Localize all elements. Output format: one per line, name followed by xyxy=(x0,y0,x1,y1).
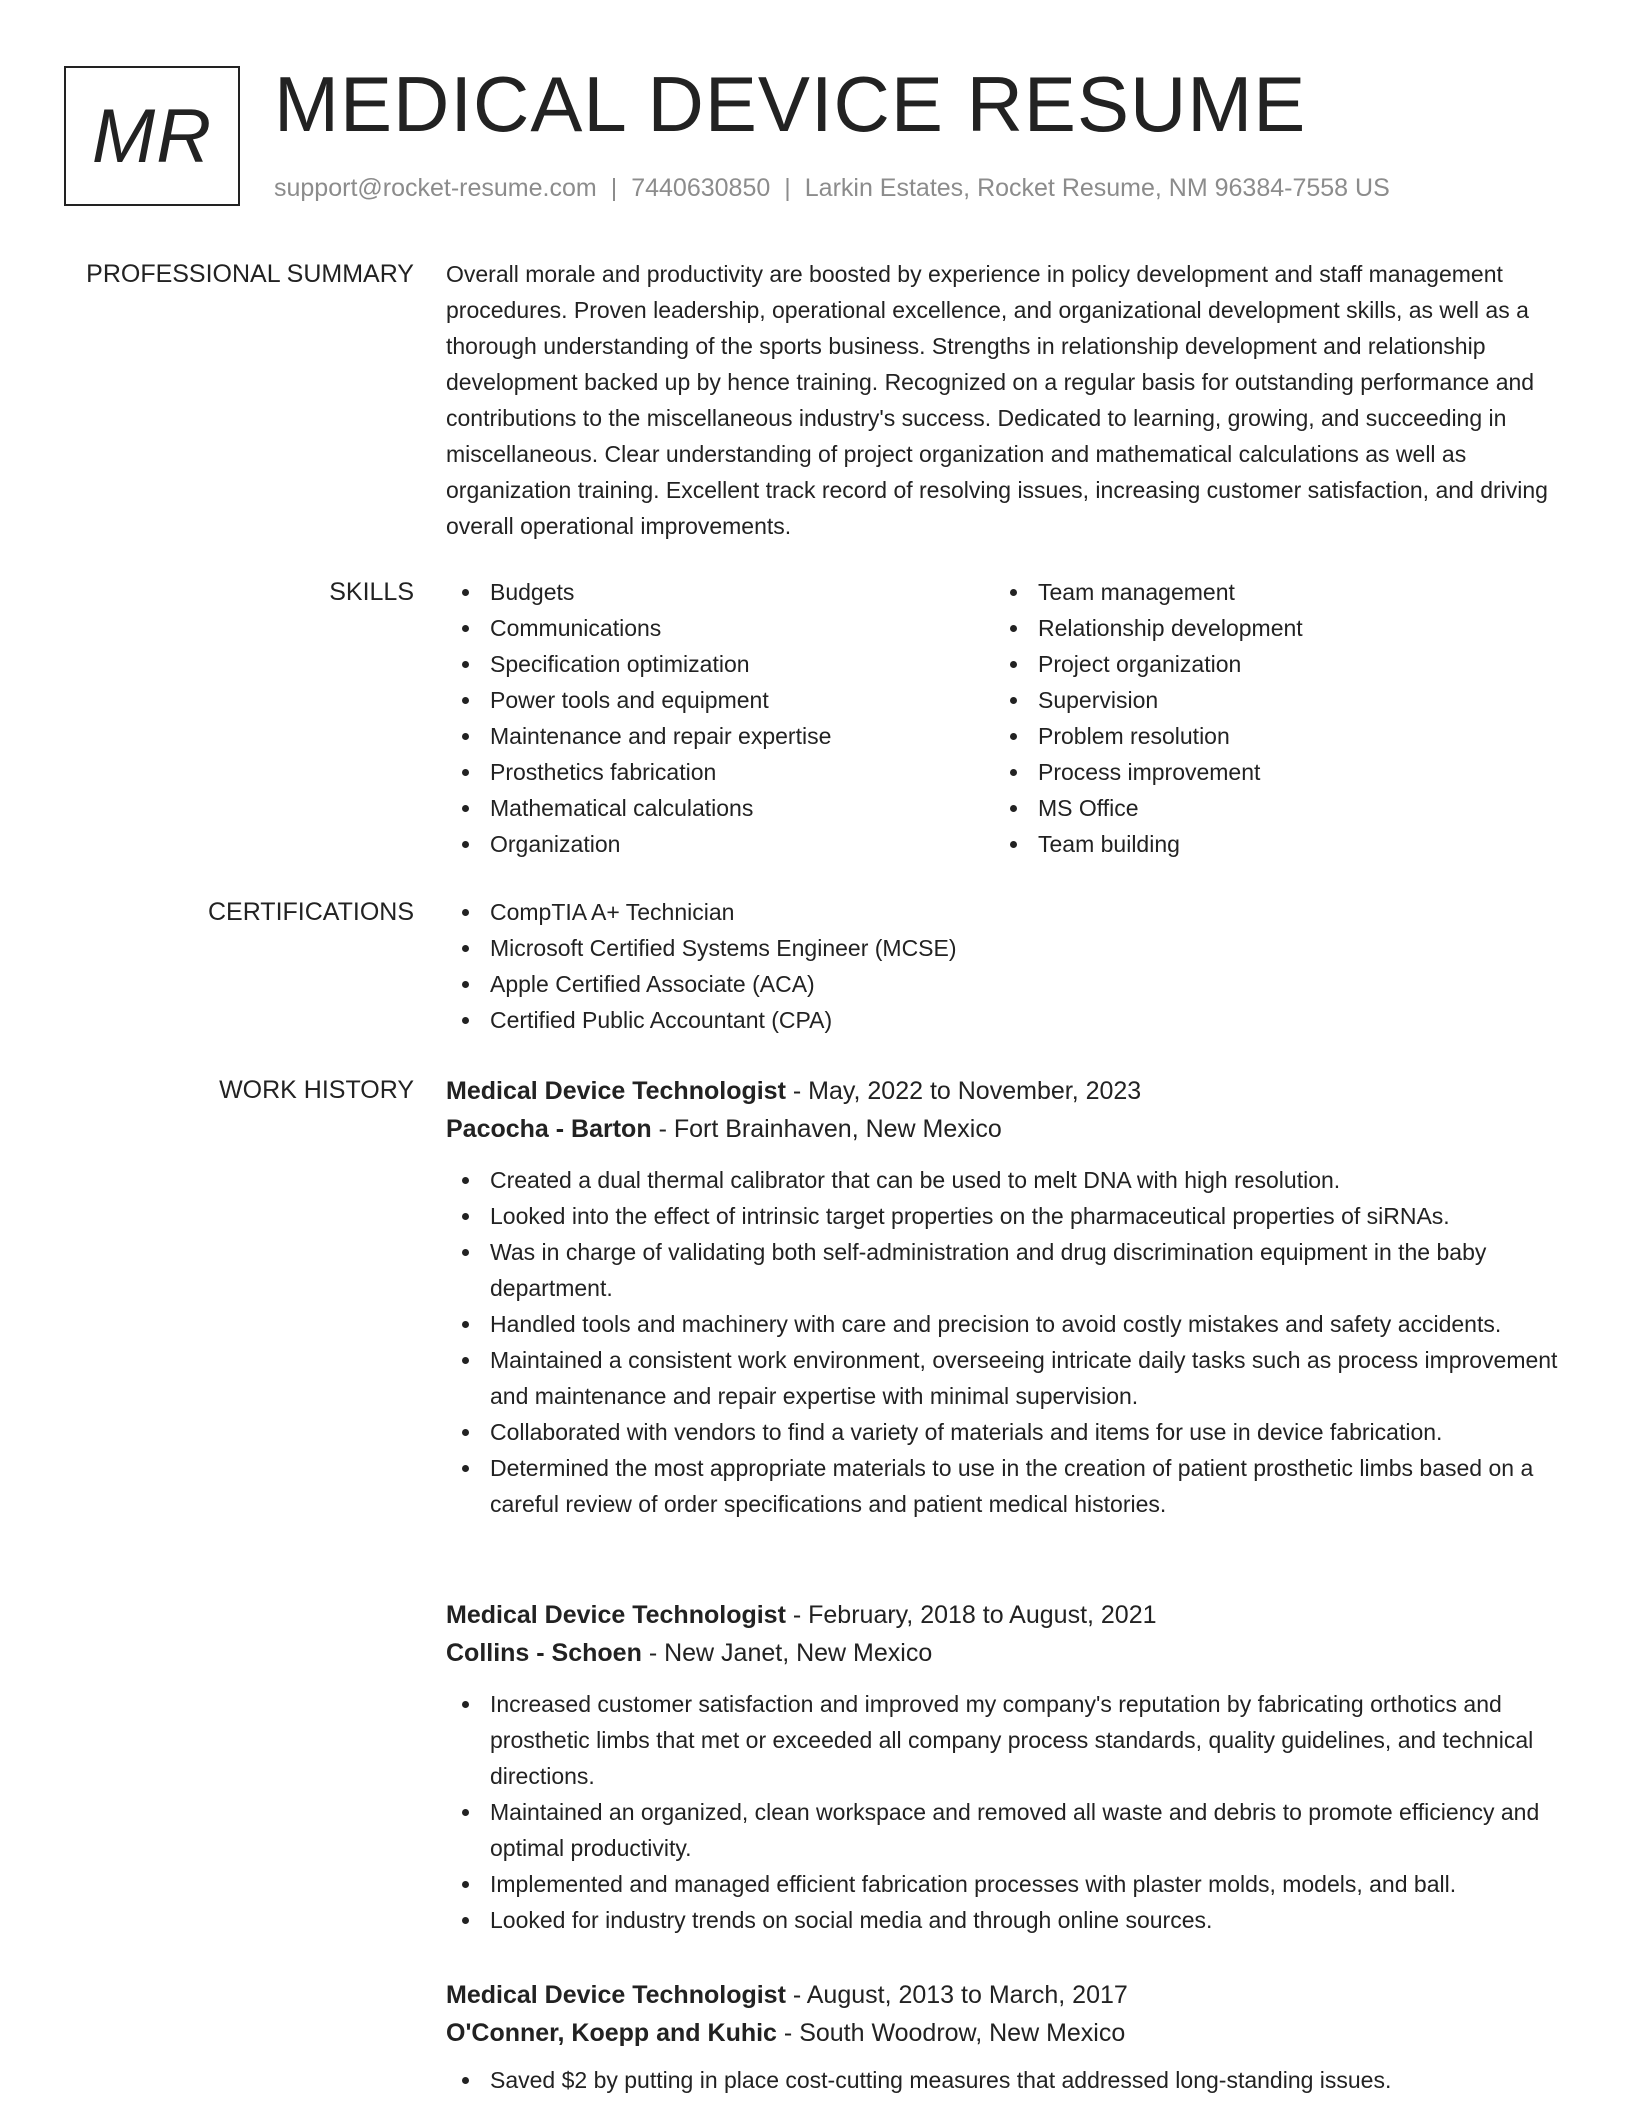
job-bullets xyxy=(446,2062,1566,2098)
job-title: Medical Device Technologist xyxy=(446,1077,786,1105)
job-entry xyxy=(446,1596,1566,1938)
skills-columns xyxy=(446,574,1566,862)
job-bullet: Maintained a consistent work environment, overseeing intricate daily tasks such as process improvement and maintenance and repair expertise with minimal supervision. xyxy=(446,1342,1566,1414)
certifications-list xyxy=(446,894,1566,1038)
skills-list-right xyxy=(994,574,1542,862)
skill-item: Supervision xyxy=(994,682,1542,718)
skill-item: Budgets xyxy=(446,574,994,610)
summary-text: Overall morale and productivity are boosted by experience in policy development and staff management procedures. Proven leadership, operational excellence, and organizational development skills, as well as a thorough understanding of the sports business. Strengths in relationship development and relationship development backed up by hence training. Recognized on a regular basis for outstanding performance and contributions to the miscellaneous industry's success. Dedicated to learning, growing, and succeeding in miscellaneous. Clear understanding of project organization and mathematical calculations as well as organization training. Excellent track record of resolving issues, increasing customer satisfaction, and driving overall operational improvements. xyxy=(446,261,1548,539)
contact-phone[interactable]: 7440630850 xyxy=(631,174,771,202)
skills-heading: SKILLS xyxy=(329,578,414,606)
job-bullets xyxy=(446,1162,1566,1522)
job-title-line xyxy=(446,1596,1566,1634)
job-company: Pacocha - Barton xyxy=(446,1115,652,1143)
job-bullet: Saved $2 by putting in place cost-cutting measures that addressed long-standing issues. xyxy=(446,2062,1566,2098)
skill-item: Project organization xyxy=(994,646,1542,682)
skill-item: Process improvement xyxy=(994,754,1542,790)
work-history-body-3 xyxy=(446,1976,1566,2098)
job-bullet: Was in charge of validating both self-administration and drug discrimination equipment in the baby department. xyxy=(446,1234,1566,1306)
skill-item: Specification optimization xyxy=(446,646,994,682)
monogram-box xyxy=(64,66,240,206)
job-dates: - August, 2013 to March, 2017 xyxy=(792,1981,1128,2009)
contact-address: Larkin Estates, Rocket Resume, NM 96384-7558 US xyxy=(804,174,1390,202)
skills-list-left xyxy=(446,574,994,862)
job-bullet: Increased customer satisfaction and improved my company's reputation by fabricating orthotics and prosthetic limbs that met or exceeded all company process standards, quality guidelines, and technical directions. xyxy=(446,1686,1566,1794)
skill-item: Prosthetics fabrication xyxy=(446,754,994,790)
job-title-line xyxy=(446,1976,1566,2014)
job-title-line xyxy=(446,1072,1566,1110)
skills-body xyxy=(446,574,1566,862)
job-bullet: Determined the most appropriate materials to use in the creation of patient prosthetic limbs based on a careful review of order specifications and patient medical histories. xyxy=(446,1450,1566,1522)
job-bullet: Created a dual thermal calibrator that can be used to melt DNA with high resolution. xyxy=(446,1162,1566,1198)
job-bullet: Handled tools and machinery with care and precision to avoid costly mistakes and safety accidents. xyxy=(446,1306,1566,1342)
job-bullet: Maintained an organized, clean workspace and removed all waste and debris to promote efficiency and optimal productivity. xyxy=(446,1794,1566,1866)
job-company-line xyxy=(446,1110,1566,1148)
job-bullet: Looked for industry trends on social media and through online sources. xyxy=(446,1902,1566,1938)
job-bullet: Implemented and managed efficient fabrication processes with plaster molds, models, and ball. xyxy=(446,1866,1566,1902)
certification-item: Microsoft Certified Systems Engineer (MCSE) xyxy=(446,930,1566,966)
job-bullet: Looked into the effect of intrinsic target properties on the pharmaceutical properties of siRNAs. xyxy=(446,1198,1566,1234)
skill-item: MS Office xyxy=(994,790,1542,826)
job-company-line xyxy=(446,1634,1566,1672)
job-location: - New Janet, New Mexico xyxy=(648,1639,933,1667)
contact-separator: | xyxy=(784,174,791,202)
certification-item: Apple Certified Associate (ACA) xyxy=(446,966,1566,1002)
certifications-heading: CERTIFICATIONS xyxy=(207,898,414,926)
job-company: Collins - Schoen xyxy=(446,1639,642,1667)
skill-item: Mathematical calculations xyxy=(446,790,994,826)
job-location: - South Woodrow, New Mexico xyxy=(783,2019,1126,2047)
summary-body xyxy=(446,256,1566,544)
summary-heading: PROFESSIONAL SUMMARY xyxy=(86,260,414,288)
certification-item: CompTIA A+ Technician xyxy=(446,894,1566,930)
monogram-initials: MR xyxy=(91,93,213,179)
job-title: Medical Device Technologist xyxy=(446,1981,786,2009)
job-entry xyxy=(446,1072,1566,1522)
contact-line xyxy=(274,174,1390,203)
skill-item: Team management xyxy=(994,574,1542,610)
skill-item: Power tools and equipment xyxy=(446,682,994,718)
job-company: O'Conner, Koepp and Kuhic xyxy=(446,2019,777,2047)
job-company-line xyxy=(446,2014,1566,2052)
skill-item: Communications xyxy=(446,610,994,646)
skill-item: Organization xyxy=(446,826,994,862)
job-dates: - February, 2018 to August, 2021 xyxy=(792,1601,1157,1629)
job-location: - Fort Brainhaven, New Mexico xyxy=(658,1115,1002,1143)
skill-item: Problem resolution xyxy=(994,718,1542,754)
job-title: Medical Device Technologist xyxy=(446,1601,786,1629)
skill-item: Relationship development xyxy=(994,610,1542,646)
skill-item: Team building xyxy=(994,826,1542,862)
job-bullets xyxy=(446,1686,1566,1938)
skill-item: Maintenance and repair expertise xyxy=(446,718,994,754)
work-history-body xyxy=(446,1072,1566,1522)
job-dates: - May, 2022 to November, 2023 xyxy=(792,1077,1142,1105)
contact-separator: | xyxy=(610,174,618,202)
job-bullet: Collaborated with vendors to find a variety of materials and items for use in device fabrication. xyxy=(446,1414,1566,1450)
resume-title: MEDICAL DEVICE RESUME xyxy=(274,60,1307,148)
certification-item: Certified Public Accountant (CPA) xyxy=(446,1002,1566,1038)
work-history-heading: WORK HISTORY xyxy=(219,1076,414,1104)
certifications-body xyxy=(446,894,1566,1038)
contact-email[interactable]: support@rocket-resume.com xyxy=(274,174,597,202)
job-entry xyxy=(446,1976,1566,2098)
work-history-body-2 xyxy=(446,1596,1566,1938)
